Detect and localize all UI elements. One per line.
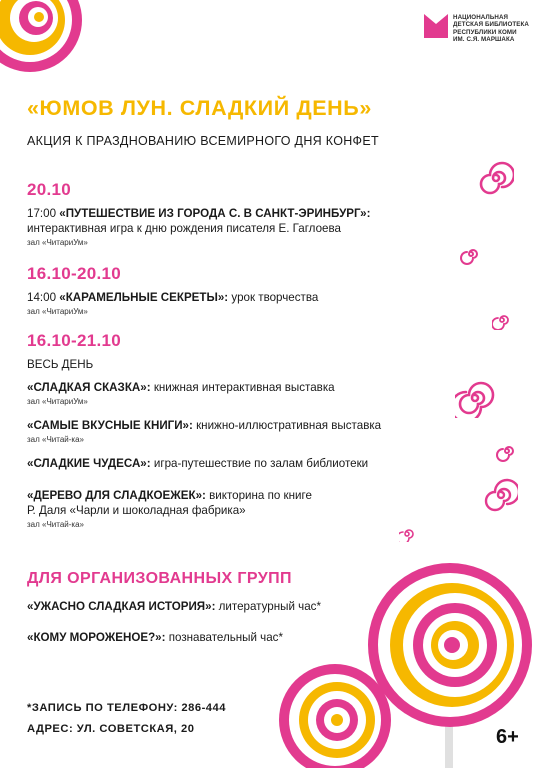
date-heading: 16.10-21.10 bbox=[27, 331, 122, 350]
library-logo bbox=[424, 14, 529, 44]
event-title: «СЛАДКИЕ ЧУДЕСА»: bbox=[27, 457, 151, 470]
page-title: «ЮМОВ ЛУН. СЛАДКИЙ ДЕНЬ» bbox=[27, 96, 372, 120]
event-line bbox=[27, 380, 447, 395]
groups-heading: ДЛЯ ОРГАНИЗОВАННЫХ ГРУПП bbox=[27, 570, 292, 587]
event-desc: игра-путешествие по залам библиотеки bbox=[153, 457, 369, 470]
event-desc: урок творчества bbox=[231, 291, 319, 304]
event-title: «КОМУ МОРОЖЕНОЕ?»: bbox=[27, 631, 166, 644]
event-title: «КАРАМЕЛЬНЫЕ СЕКРЕТЫ»: bbox=[59, 291, 229, 304]
spiral-candy-icon bbox=[484, 478, 518, 512]
event-line bbox=[27, 290, 447, 305]
event-line bbox=[27, 418, 447, 433]
event-desc: познавательный час* bbox=[168, 631, 283, 644]
lollipop-top-left-icon bbox=[0, 0, 90, 80]
spiral-candy-icon bbox=[496, 440, 518, 462]
event-room: зал «Читай-ка» bbox=[27, 520, 84, 529]
event-title: «САМЫЕ ВКУСНЫЕ КНИГИ»: bbox=[27, 419, 193, 432]
spiral-candy-icon bbox=[492, 310, 512, 330]
event-title: «ПУТЕШЕСТВИЕ ИЗ ГОРОДА С. В САНКТ-ЭРИНБУРГ»: bbox=[59, 207, 371, 220]
event-time: 14:00 bbox=[27, 291, 57, 304]
event-room: зал «ЧитариУм» bbox=[27, 307, 88, 316]
spiral-candy-icon bbox=[399, 526, 415, 542]
event-line bbox=[27, 206, 447, 221]
logo-line-1: НАЦИОНАЛЬНАЯ bbox=[453, 14, 509, 21]
page-subtitle: АКЦИЯ К ПРАЗДНОВАНИЮ ВСЕМИРНОГО ДНЯ КОНФЕТ bbox=[27, 134, 379, 148]
phone-line: *ЗАПИСЬ ПО ТЕЛЕФОНУ: 286-444 bbox=[27, 702, 226, 714]
event-room: зал «Читай-ка» bbox=[27, 435, 84, 444]
event-line bbox=[27, 488, 447, 503]
event-desc: интерактивная игра к дню рождения писателя Е. Гаглоева bbox=[27, 222, 341, 235]
date-heading: 16.10-20.10 bbox=[27, 264, 122, 283]
logo-line-2: ДЕТСКАЯ БИБЛИОТЕКА bbox=[453, 21, 529, 29]
age-rating: 6+ bbox=[496, 726, 519, 748]
schedule bbox=[27, 180, 447, 530]
spiral-candy-icon bbox=[478, 160, 514, 196]
event-desc-2: Р. Даля «Чарли и шоколадная фабрика» bbox=[27, 504, 246, 517]
event-title: «УЖАСНО СЛАДКАЯ ИСТОРИЯ»: bbox=[27, 600, 216, 613]
spiral-candy-icon bbox=[455, 378, 495, 418]
small-lollipop-icon bbox=[275, 660, 395, 768]
library-m-icon bbox=[424, 14, 448, 38]
event-time: 17:00 bbox=[27, 207, 57, 220]
all-day-label: ВЕСЬ ДЕНЬ bbox=[27, 358, 94, 371]
event-room: зал «ЧитариУм» bbox=[27, 397, 88, 406]
event-title: «ДЕРЕВО ДЛЯ СЛАДКОЕЖЕК»: bbox=[27, 489, 206, 502]
logo-line-4: ИМ. С.Я. МАРШАКА bbox=[453, 36, 515, 44]
event-title: «СЛАДКАЯ СКАЗКА»: bbox=[27, 381, 151, 394]
event-desc: книжно-иллюстративная выставка bbox=[196, 419, 382, 432]
logo-line-3: РЕСПУБЛИКИ КОМИ bbox=[453, 28, 517, 36]
spiral-candy-icon bbox=[460, 243, 482, 265]
group-event-line bbox=[27, 630, 283, 645]
event-desc: викторина по книге bbox=[209, 489, 312, 502]
date-heading: 20.10 bbox=[27, 180, 72, 199]
event-desc: книжная интерактивная выставка bbox=[153, 381, 335, 394]
logo-text bbox=[453, 14, 529, 44]
group-event-line bbox=[27, 599, 321, 614]
event-line bbox=[27, 456, 447, 471]
event-desc: литературный час* bbox=[218, 600, 321, 613]
address-line: АДРЕС: УЛ. СОВЕТСКАЯ, 20 bbox=[27, 723, 195, 735]
event-room: зал «ЧитариУм» bbox=[27, 238, 88, 247]
